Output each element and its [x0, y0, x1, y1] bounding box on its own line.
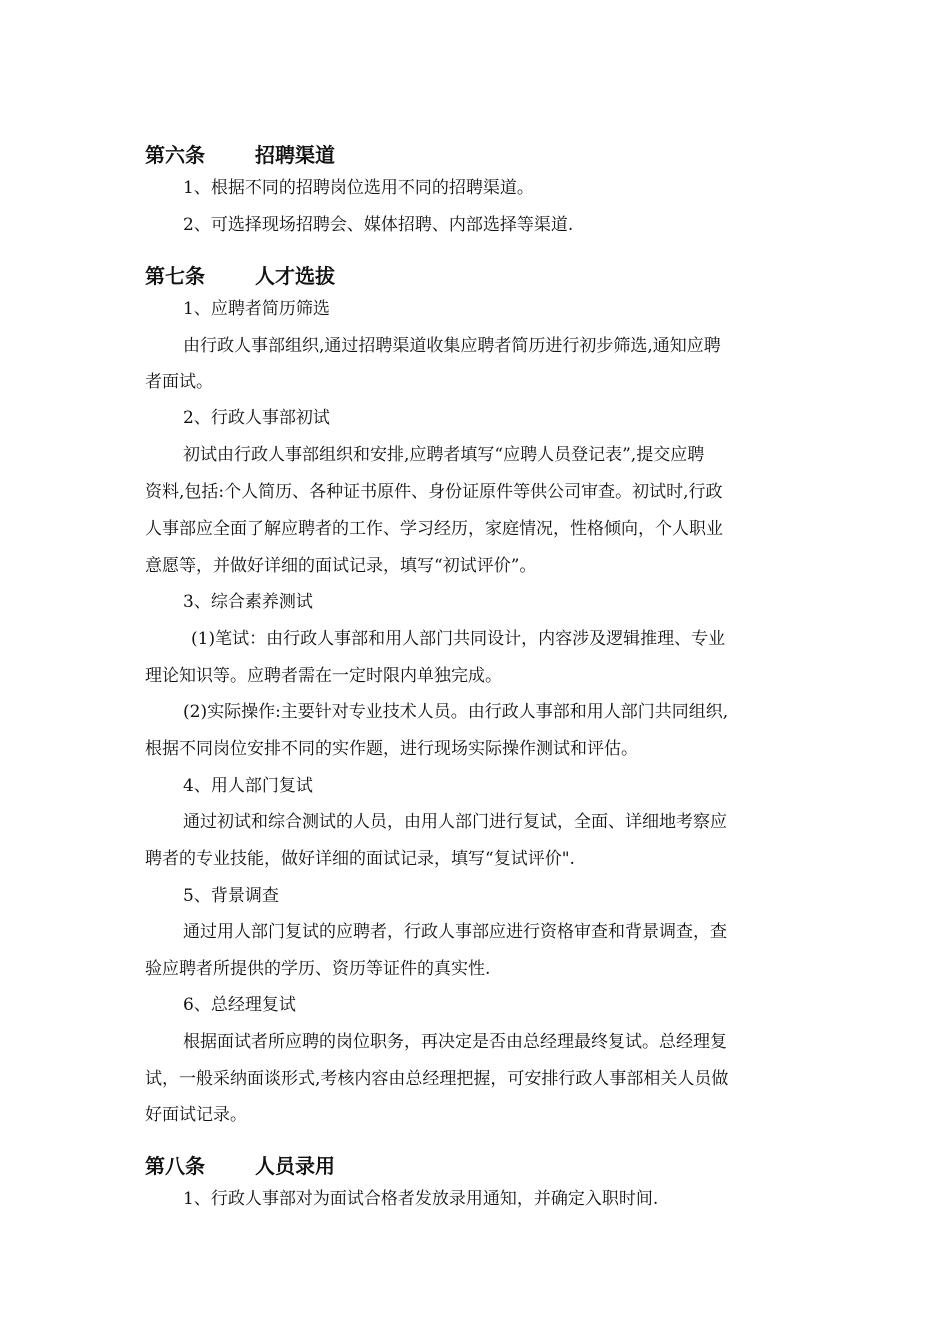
paragraph-line: 聘者的专业技能，做好详细的面试记录，填写“复试评价". [145, 849, 575, 869]
section-heading [145, 139, 335, 168]
section-number: 第七条 [145, 264, 205, 288]
section-title: 招聘渠道 [255, 143, 335, 167]
section-heading [145, 1150, 335, 1179]
paragraph-line: 者面试。 [145, 372, 213, 392]
paragraph-line: 通过用人部门复试的应聘者，行政人事部应进行资格审查和背景调查，查 [183, 922, 727, 942]
paragraph-line: 验应聘者所提供的学历、资历等证件的真实性. [145, 959, 491, 979]
paragraph-line: 5、背景调查 [183, 886, 279, 906]
paragraph-line: 1、根据不同的招聘岗位选用不同的招聘渠道。 [183, 178, 534, 198]
paragraph-line: 2、可选择现场招聘会、媒体招聘、内部选择等渠道. [183, 215, 574, 235]
paragraph-line: (2)实际操作:主要针对专业技术人员。由行政人事部和用人部门共同组织, [183, 702, 729, 722]
paragraph-line: 初试由行政人事部组织和安排,应聘者填写“应聘人员登记表”,提交应聘 [183, 445, 705, 465]
paragraph-line: (1)笔试：由行政人事部和用人部门共同设计，内容涉及逻辑推理、专业 [191, 629, 726, 649]
paragraph-line: 2、行政人事部初试 [183, 408, 330, 428]
paragraph-line: 试，一般采纳面谈形式,考核内容由总经理把握，可安排行政人事部相关人员做 [145, 1069, 729, 1089]
paragraph-line: 意愿等，并做好详细的面试记录，填写“初试评价”。 [145, 556, 537, 576]
paragraph-line: 资料,包括:个人简历、各种证书原件、身份证原件等供公司审查。初试时,行政 [145, 482, 723, 502]
paragraph-line: 6、总经理复试 [183, 995, 296, 1015]
paragraph-line: 3、综合素养测试 [183, 592, 313, 612]
paragraph-line: 4、用人部门复试 [183, 776, 313, 796]
paragraph-line: 理论知识等。应聘者需在一定时限内单独完成。 [145, 666, 502, 686]
paragraph-line: 根据不同岗位安排不同的实作题，进行现场实际操作测试和评估。 [145, 739, 638, 759]
section-number: 第八条 [145, 1154, 205, 1178]
section-title: 人才选拔 [255, 264, 335, 288]
section-heading [145, 260, 335, 289]
section-title: 人员录用 [255, 1154, 335, 1178]
section-number: 第六条 [145, 143, 205, 167]
paragraph-line: 由行政人事部组织,通过招聘渠道收集应聘者简历进行初步筛选,通知应聘 [183, 336, 721, 356]
paragraph-line: 好面试记录。 [145, 1105, 247, 1125]
paragraph-line: 人事部应全面了解应聘者的工作、学习经历，家庭情况，性格倾向，个人职业 [145, 519, 723, 539]
paragraph-line: 1、应聘者简历筛选 [183, 299, 330, 319]
paragraph-line: 根据面试者所应聘的岗位职务，再决定是否由总经理最终复试。总经理复 [183, 1032, 727, 1052]
paragraph-line: 1、行政人事部对为面试合格者发放录用通知，并确定入职时间. [183, 1189, 659, 1209]
paragraph-line: 通过初试和综合测试的人员，由用人部门进行复试，全面、详细地考察应 [183, 812, 727, 832]
